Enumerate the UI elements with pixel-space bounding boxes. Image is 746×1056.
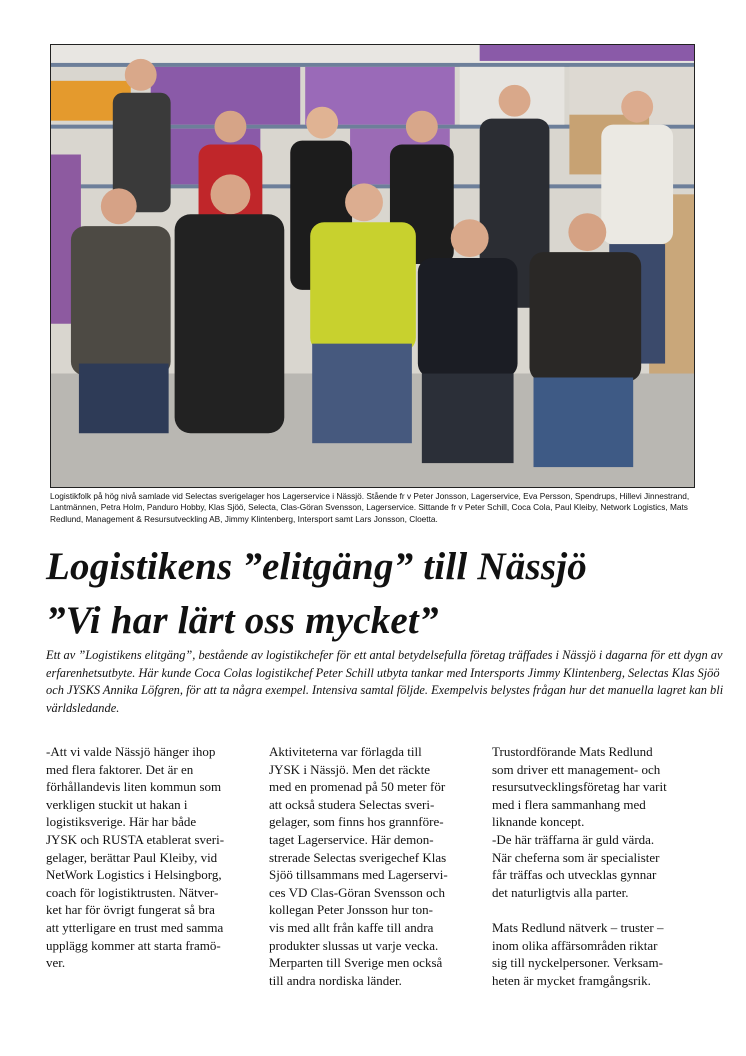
group-photo-illustration bbox=[51, 45, 694, 487]
body-column-3: Trustordförande Mats Redlund som driver ett management- och resursutvecklingsföretag har varit med i flera sammanhang med liknande koncept. -De här träffarna är guld värda. När cheferna som är specialister får träffas och utvecklas gynnar det naturligtvis alla parter. Mats Redlund nätverk – truster – inom olika affärsområden riktar sig till nyckelpersoner. Verksam- heten är mycket framgångsrik. bbox=[492, 744, 667, 988]
photo-caption: Logistikfolk på hög nivå samlade vid Selectas sverigelager hos Lagerservice i Nässjö. Stående fr v Peter Jonsson, Lagerservice, Eva Persson, Spendrups, Hillevi Jinnestrand, Lantmännen, Petra Holm, Panduro Hobby, Klas Sjöö, Selecta, Clas-Göran Svensson, Lagerservice. Sittande fr v Peter Schill, Coca Cola, Paul Kleiby, Network Logistics, Mats Redlund, Management & Resursutveckling AB, Jimmy Klintenberg, Intersport samt Lars Jonsson, Cloetta. bbox=[50, 491, 690, 524]
body-column-2: Aktiviteterna var förlagda till JYSK i Nässjö. Men det räckte med en promenad på 50 meter för att också studera Selectas sveri- gelager, som finns hos grannföre- taget Lagerservice. Här demon- strerade Selectas sverigechef Klas Sjöö tillsammans med Lagerservi- ces VD Clas-Göran Svensson och kollegan Peter Jonsson hur ton- vis med allt från kaffe till andra produkter slussas ut varje vecka. Merparten till Sverige men också till andra nordiska länder. bbox=[269, 744, 448, 988]
headline-line-2: ”Vi har lärt oss mycket” bbox=[46, 599, 439, 642]
body-column-1: -Att vi valde Nässjö hänger ihop med flera faktorer. Det är en förhållandevis liten kommun som verkligen stuckit ut hakan i logistiksverige. Här har både JYSK och RUSTA etablerat sveri- gelager, berättar Paul Kleiby, vid NetWork Logistics i Helsingborg, coach för logistiktrusten. Nätver- ket har för övrigt fungerat så bra att ytterligare en trust med samma upplägg kommer att starta framö- ver. bbox=[46, 744, 225, 971]
group-photo bbox=[50, 44, 695, 488]
lead-paragraph: Ett av ”Logistikens elitgäng”, bestående av logistikchefer för ett antal betydelsefulla företag träffades i Nässjö i dagarna för ett dygn av erfarenhetsutbyte. Här kunde Coca Colas logistikchef Peter Schill utbyta tankar med Intersports Jimmy Klintenberg, Selectas Klas Sjöö och JYSKS Annika Löfgren, för att ta några exempel. Intensiva samtal följde. Exempelvis belystes frågan hur det manuella lagret kan bli världsledande. bbox=[46, 648, 724, 715]
headline-line-1: Logistikens ”elitgäng” till Nässjö bbox=[46, 545, 587, 588]
